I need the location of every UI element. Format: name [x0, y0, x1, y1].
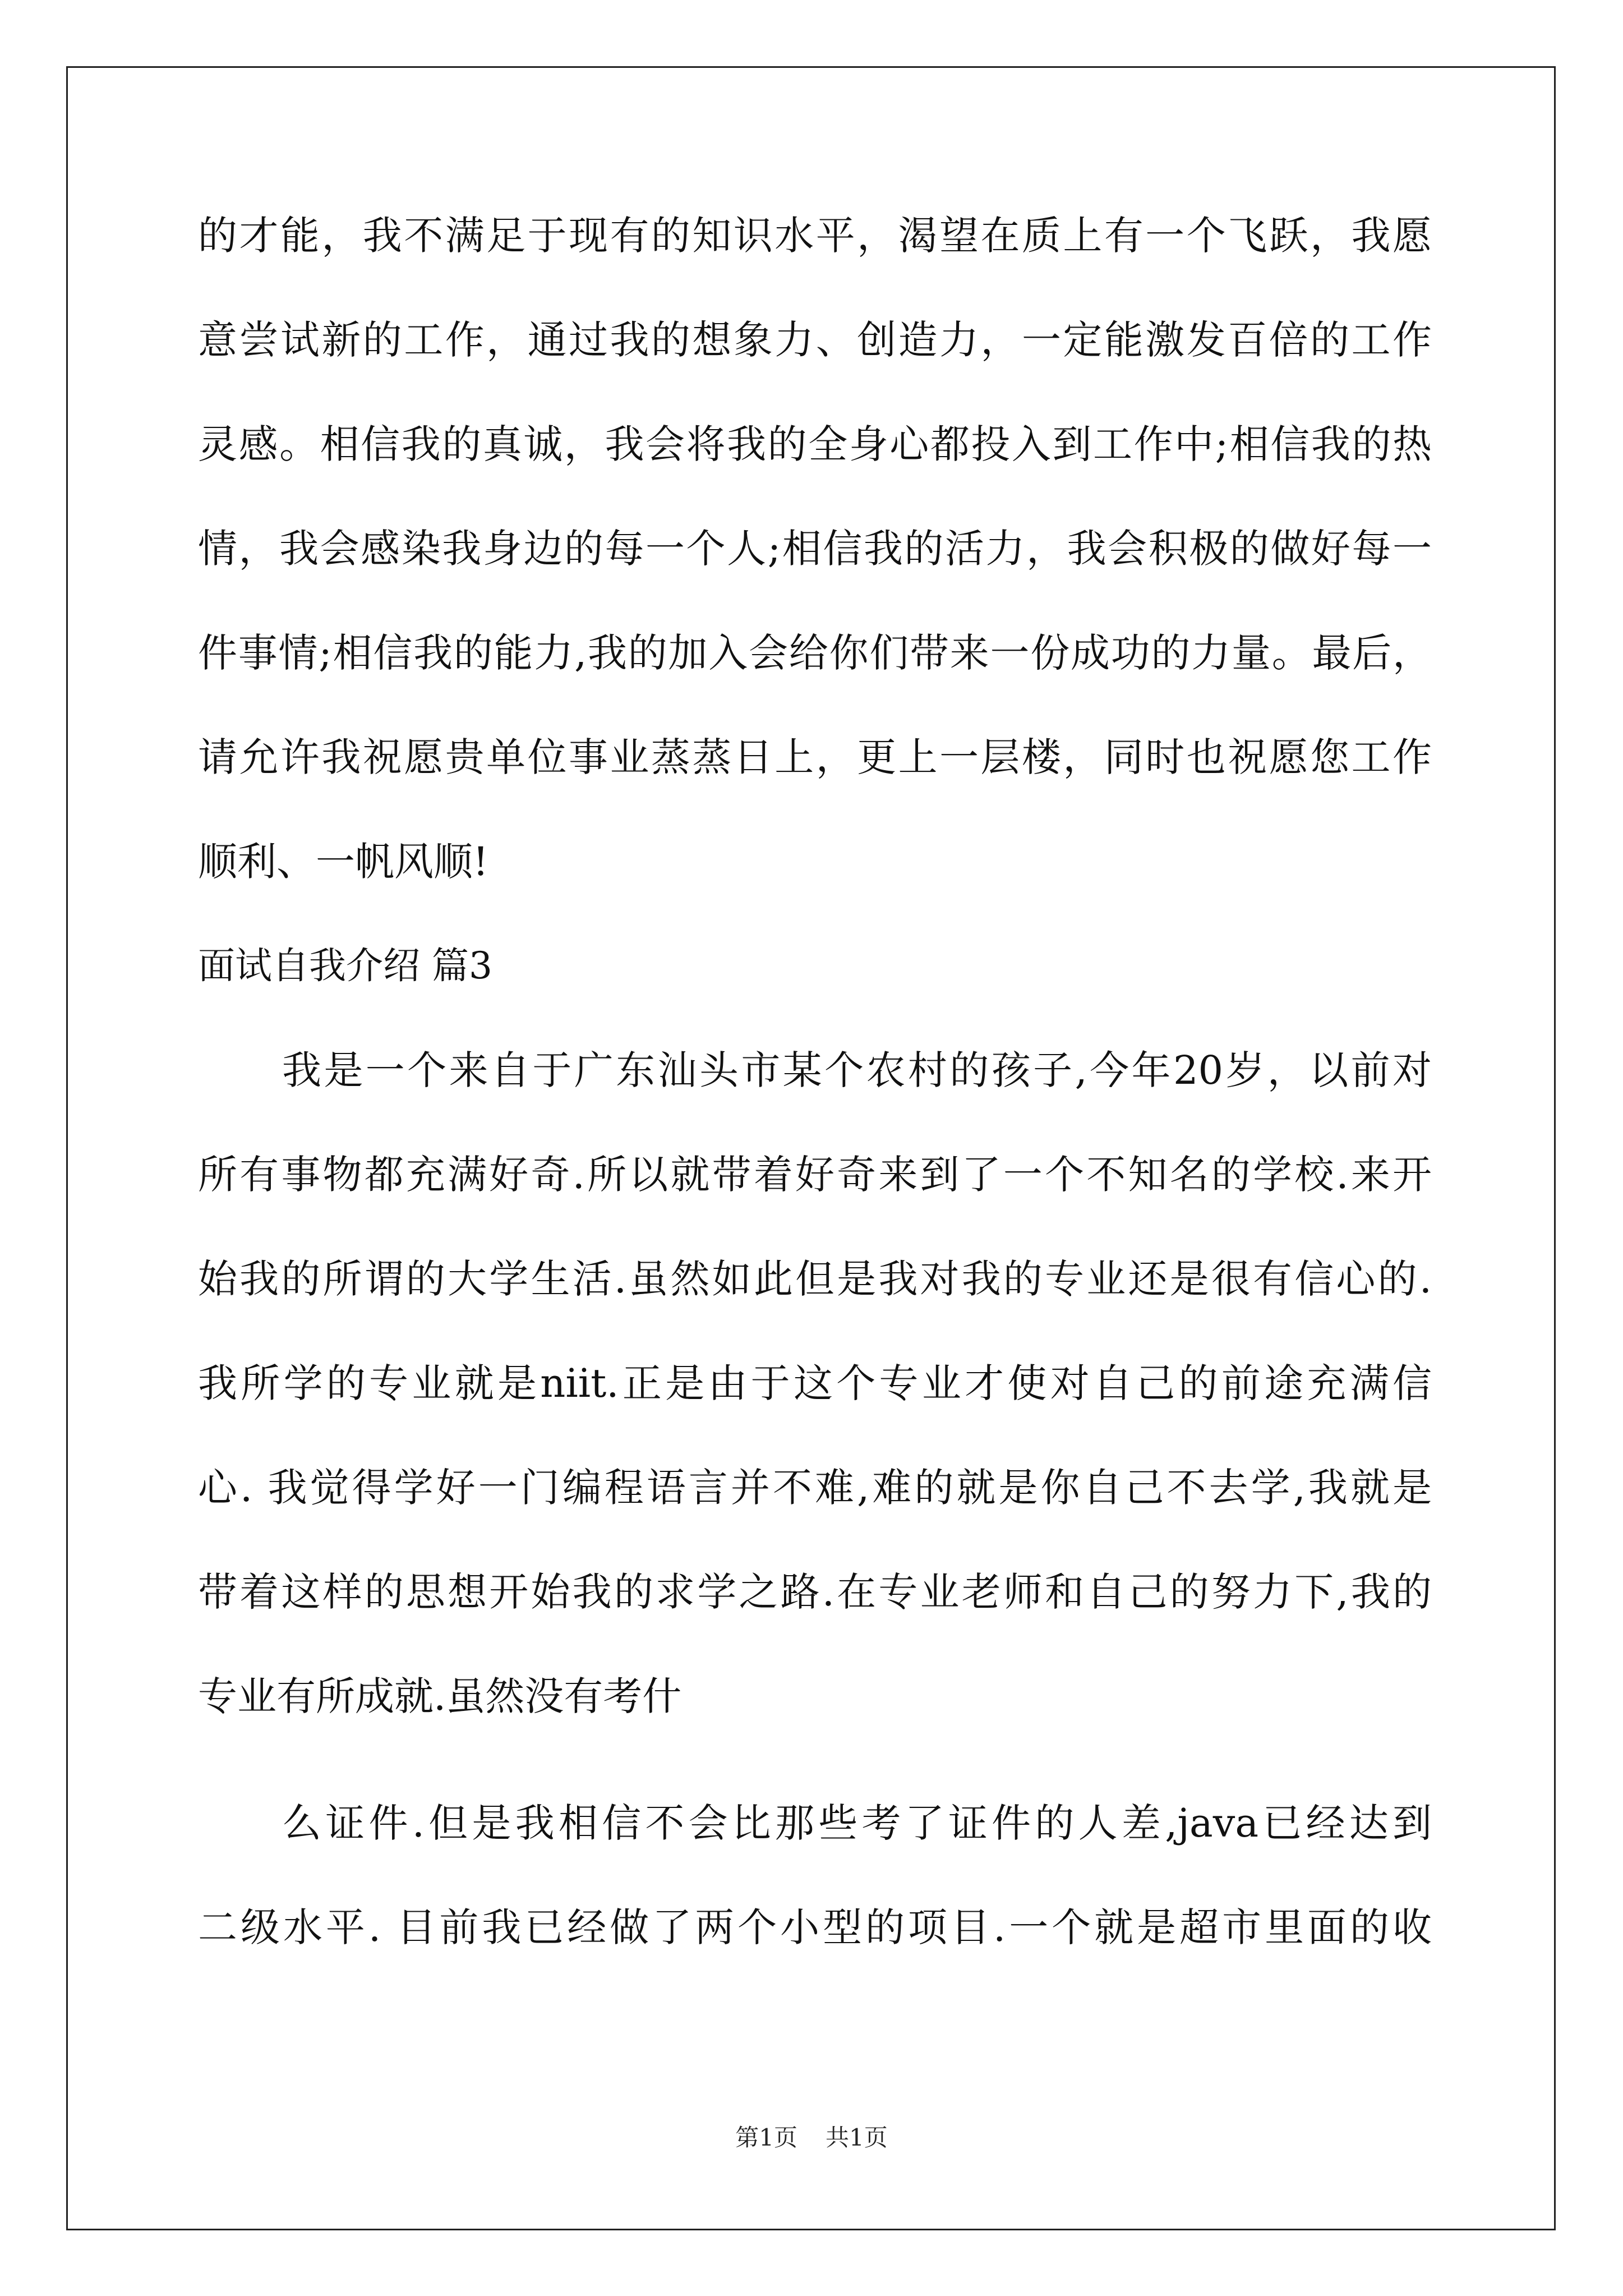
- text-line: 二级水平. 目前我已经做了两个小型的项目.一个就是超市里面的收: [198, 1904, 1432, 1950]
- text-line: 专业有所成就.虽然没有考什: [198, 1673, 682, 1719]
- text-line: 顺利、一帆风顺!: [198, 839, 489, 885]
- page-footer: [0, 2119, 1623, 2153]
- page-number: 第1页: [735, 2124, 797, 2151]
- text-line: 请允许我祝愿贵单位事业蒸蒸日上，更上一层楼，同时也祝愿您工作: [198, 734, 1432, 780]
- text-line: 的才能，我不满足于现有的知识水平，渴望在质上有一个飞跃，我愿: [198, 213, 1432, 259]
- text-line: 件事情;相信我的能力,我的加入会给你们带来一份成功的力量。最后，: [198, 630, 1432, 676]
- text-line: 带着这样的思想开始我的求学之路.在专业老师和自己的努力下,我的: [198, 1569, 1432, 1615]
- text-line: 意尝试新的工作，通过我的想象力、创造力，一定能激发百倍的工作: [198, 317, 1432, 363]
- paragraph-two: [198, 1795, 1432, 2004]
- text-line: 么证件.但是我相信不会比那些考了证件的人差,java已经达到: [282, 1800, 1432, 1846]
- text-line: 我是一个来自于广东汕头市某个农村的孩子,今年20岁，以前对: [282, 1047, 1432, 1093]
- text-line: 灵感。相信我的真诚，我会将我的全身心都投入到工作中;相信我的热: [198, 421, 1432, 467]
- paragraph-spacing: [198, 1773, 1432, 1795]
- page-count: 共1页: [826, 2124, 888, 2151]
- paragraph-one: [198, 1042, 1432, 1773]
- text-line: 所有事物都充满好奇.所以就带着好奇来到了一个不知名的学校.来开: [198, 1152, 1432, 1198]
- text-line: 心. 我觉得学好一门编程语言并不难,难的就是你自己不去学,我就是: [198, 1465, 1432, 1511]
- document-body: [198, 208, 1432, 2004]
- section-heading: 面试自我介绍 篇3: [198, 944, 492, 987]
- text-line: 情，我会感染我身边的每一个人;相信我的活力，我会积极的做好每一: [198, 526, 1432, 572]
- paragraph-continued: [198, 208, 1432, 938]
- text-line: 我所学的专业就是niit.正是由于这个专业才使对自己的前途充满信: [198, 1360, 1432, 1406]
- text-line: 始我的所谓的大学生活.虽然如此但是我对我的专业还是很有信心的.: [198, 1256, 1432, 1302]
